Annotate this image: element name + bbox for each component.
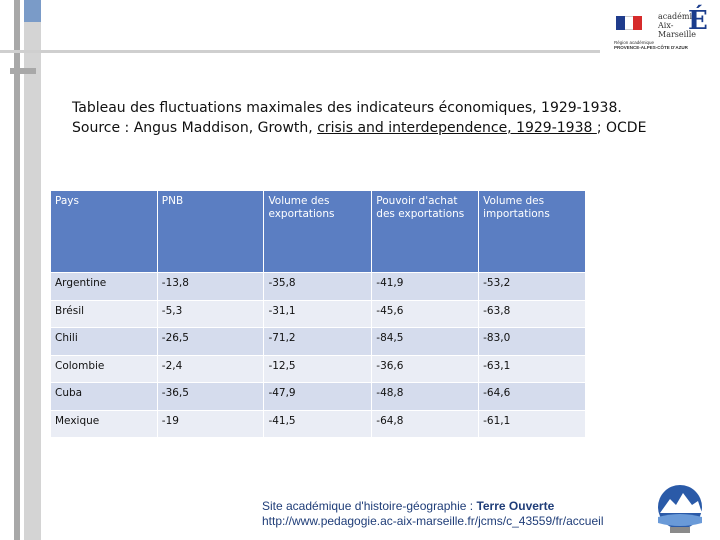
header-cell-pouvoir-achat: Pouvoir d'achat des exportations (372, 191, 479, 273)
header-cell-volume-importations: Volume des importations (479, 191, 586, 273)
header-cell-volume-exportations: Volume des exportations (264, 191, 372, 273)
source-prefix: Source : Angus Maddison, Growth, (72, 120, 318, 136)
header-cell-pays: Pays (51, 191, 158, 273)
indicators-table (50, 190, 586, 438)
source-line (72, 118, 692, 138)
footer-url[interactable]: http://www.pedagogie.ac-aix-marseille.fr/jcms/c_43559/fr/accueil (262, 514, 604, 528)
table-cell: -71,2 (264, 328, 372, 356)
decorative-side-line (14, 0, 20, 540)
flag-icon (616, 16, 642, 30)
table-cell: -63,1 (479, 355, 586, 383)
table-cell: -83,0 (479, 328, 586, 356)
source-book-title: crisis and interdependence, 1929-1938 (317, 120, 597, 136)
table-cell: -19 (157, 410, 264, 438)
table-cell: -36,6 (372, 355, 479, 383)
logo-academie-line2: Aix-Marseille (658, 21, 697, 39)
table-cell: -45,6 (372, 300, 479, 328)
footer-site-name: Terre Ouverte (476, 499, 555, 513)
terre-ouverte-logo-icon (650, 483, 710, 535)
table-cell: -31,1 (264, 300, 372, 328)
decorative-side-bar (24, 0, 41, 540)
header-cell-pnb: PNB (157, 191, 264, 273)
table-cell: -35,8 (264, 273, 372, 301)
table-row (51, 383, 586, 411)
footer-site-prefix: Site académique d'histoire-géographie : (262, 499, 477, 513)
table-cell: -61,1 (479, 410, 586, 438)
table-cell: -53,2 (479, 273, 586, 301)
decorative-top-mark (10, 68, 36, 74)
table-cell: Brésil (51, 300, 158, 328)
table-row (51, 328, 586, 356)
page-title (72, 98, 692, 138)
title-line: Tableau des fluctuations maximales des indicateurs économiques, 1929-1938. (72, 100, 622, 116)
table-cell: -41,5 (264, 410, 372, 438)
table-header-row (51, 191, 586, 273)
table-cell: Colombie (51, 355, 158, 383)
table-cell: -5,3 (157, 300, 264, 328)
logo-region-line1: Région académique (614, 40, 655, 45)
footer-credit (262, 499, 682, 529)
table-cell: -26,5 (157, 328, 264, 356)
table-row (51, 300, 586, 328)
table-row (51, 273, 586, 301)
table-cell: -2,4 (157, 355, 264, 383)
table-cell: -36,5 (157, 383, 264, 411)
table-cell: -47,9 (264, 383, 372, 411)
table-row (51, 410, 586, 438)
table-row (51, 355, 586, 383)
table-cell: Mexique (51, 410, 158, 438)
table-cell: -84,5 (372, 328, 479, 356)
decorative-side-bar-accent (24, 0, 41, 22)
logo-region-line2: PROVENCE-ALPES-CÔTE D'AZUR (614, 45, 688, 50)
table-cell: Cuba (51, 383, 158, 411)
footer-site-line (262, 499, 682, 514)
table-cell: -48,8 (372, 383, 479, 411)
table-cell: -12,5 (264, 355, 372, 383)
table-cell: -63,8 (479, 300, 586, 328)
decorative-top-rule (0, 50, 600, 53)
logo-academie-line1: académie (658, 12, 697, 21)
logo-region-text (614, 40, 714, 50)
table-cell: -13,8 (157, 273, 264, 301)
table-cell: Argentine (51, 273, 158, 301)
academie-logo (612, 6, 714, 52)
table-cell: -64,8 (372, 410, 479, 438)
table-cell: -64,6 (479, 383, 586, 411)
table-cell: -41,9 (372, 273, 479, 301)
table-cell: Chili (51, 328, 158, 356)
logo-e-mark: É (688, 6, 708, 36)
source-suffix: ; OCDE (596, 120, 647, 136)
